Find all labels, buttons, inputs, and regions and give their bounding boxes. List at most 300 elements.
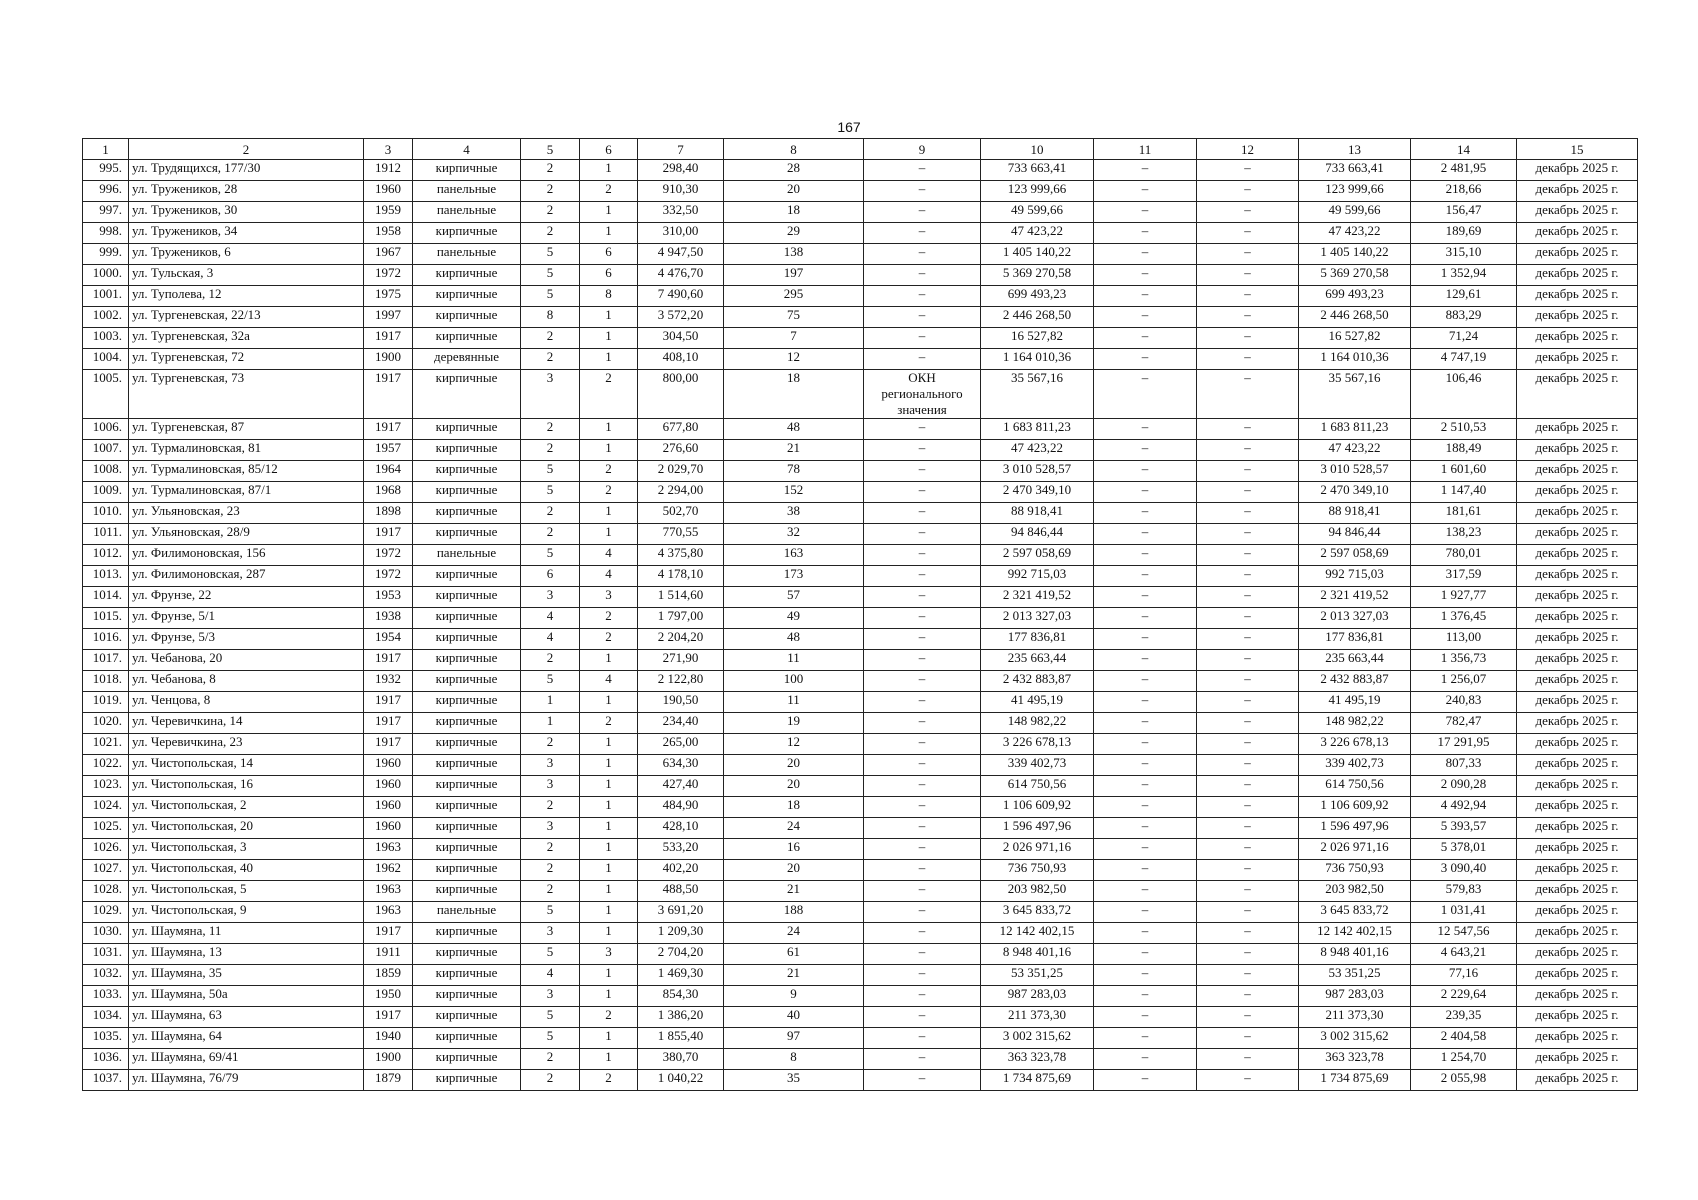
table-cell-col-9: – (864, 328, 981, 349)
table-cell-col-15: декабрь 2025 г. (1517, 692, 1638, 713)
table-cell-col-13: 3 645 833,72 (1299, 902, 1411, 923)
table-row (83, 1070, 1638, 1091)
table-cell-col-3: 1960 (364, 818, 413, 839)
table-cell-col-11: – (1094, 244, 1197, 265)
table-cell-col-11: – (1094, 286, 1197, 307)
table-cell-col-13: 5 369 270,58 (1299, 265, 1411, 286)
table-row (83, 944, 1638, 965)
column-header-6: 6 (580, 139, 638, 160)
table-row (83, 797, 1638, 818)
table-cell-col-9: – (864, 671, 981, 692)
table-cell-col-9: – (864, 1070, 981, 1091)
table-cell-col-1: 999. (83, 244, 129, 265)
table-cell-col-15: декабрь 2025 г. (1517, 881, 1638, 902)
table-cell-col-2: ул. Шаумяна, 76/79 (129, 1070, 364, 1091)
table-cell-col-14: 129,61 (1411, 286, 1517, 307)
table-cell-col-13: 1 405 140,22 (1299, 244, 1411, 265)
table-cell-col-6: 1 (580, 965, 638, 986)
page-number: 167 (837, 119, 861, 135)
table-cell-col-8: 48 (724, 419, 864, 440)
table-cell-col-11: – (1094, 650, 1197, 671)
table-cell-col-15: декабрь 2025 г. (1517, 545, 1638, 566)
table-cell-col-8: 295 (724, 286, 864, 307)
table-cell-col-14: 113,00 (1411, 629, 1517, 650)
column-header-10: 10 (981, 139, 1094, 160)
table-cell-col-9: – (864, 734, 981, 755)
table-cell-col-6: 1 (580, 349, 638, 370)
table-cell-col-4: кирпичные (413, 713, 521, 734)
table-cell-col-9: – (864, 181, 981, 202)
table-cell-col-5: 5 (521, 286, 580, 307)
table-cell-col-3: 1917 (364, 734, 413, 755)
table-cell-col-3: 1938 (364, 608, 413, 629)
table-cell-col-15: декабрь 2025 г. (1517, 461, 1638, 482)
table-cell-col-5: 8 (521, 307, 580, 328)
table-cell-col-8: 21 (724, 440, 864, 461)
table-cell-col-10: 177 836,81 (981, 629, 1094, 650)
table-cell-col-4: кирпичные (413, 461, 521, 482)
table-cell-col-13: 177 836,81 (1299, 629, 1411, 650)
table-cell-col-2: ул. Турмалиновская, 85/12 (129, 461, 364, 482)
table-cell-col-12: – (1197, 202, 1299, 223)
table-cell-col-9: – (864, 1049, 981, 1070)
table-cell-col-6: 2 (580, 461, 638, 482)
table-row (83, 545, 1638, 566)
table-cell-col-7: 800,00 (638, 370, 724, 419)
table-cell-col-14: 1 356,73 (1411, 650, 1517, 671)
table-row (83, 671, 1638, 692)
table-cell-col-15: декабрь 2025 г. (1517, 755, 1638, 776)
table-cell-col-8: 197 (724, 265, 864, 286)
table-cell-col-11: – (1094, 671, 1197, 692)
table-cell-col-12: – (1197, 160, 1299, 181)
table-cell-col-1: 1009. (83, 482, 129, 503)
table-cell-col-8: 8 (724, 1049, 864, 1070)
table-cell-col-15: декабрь 2025 г. (1517, 608, 1638, 629)
table-cell-col-13: 733 663,41 (1299, 160, 1411, 181)
table-cell-col-12: – (1197, 713, 1299, 734)
table-cell-col-12: – (1197, 244, 1299, 265)
table-cell-col-8: 57 (724, 587, 864, 608)
table-cell-col-11: – (1094, 349, 1197, 370)
table-cell-col-1: 1020. (83, 713, 129, 734)
table-cell-col-15: декабрь 2025 г. (1517, 986, 1638, 1007)
table-cell-col-6: 2 (580, 1070, 638, 1091)
table-cell-col-15: декабрь 2025 г. (1517, 818, 1638, 839)
table-cell-col-14: 77,16 (1411, 965, 1517, 986)
table-cell-col-9: – (864, 797, 981, 818)
table-cell-col-4: панельные (413, 545, 521, 566)
column-header-4: 4 (413, 139, 521, 160)
table-cell-col-6: 1 (580, 923, 638, 944)
table-row (83, 692, 1638, 713)
table-cell-col-1: 1025. (83, 818, 129, 839)
table-cell-col-6: 1 (580, 734, 638, 755)
table-cell-col-14: 138,23 (1411, 524, 1517, 545)
table-cell-col-12: – (1197, 482, 1299, 503)
table-row (83, 566, 1638, 587)
table-cell-col-8: 16 (724, 839, 864, 860)
table-cell-col-4: кирпичные (413, 524, 521, 545)
table-cell-col-11: – (1094, 440, 1197, 461)
table-cell-col-14: 1 256,07 (1411, 671, 1517, 692)
table-cell-col-1: 1031. (83, 944, 129, 965)
table-cell-col-7: 298,40 (638, 160, 724, 181)
table-cell-col-15: декабрь 2025 г. (1517, 923, 1638, 944)
table-cell-col-13: 2 013 327,03 (1299, 608, 1411, 629)
table-cell-col-1: 1015. (83, 608, 129, 629)
table-cell-col-5: 2 (521, 181, 580, 202)
table-cell-col-9: – (864, 587, 981, 608)
table-cell-col-4: кирпичные (413, 734, 521, 755)
table-cell-col-1: 1037. (83, 1070, 129, 1091)
table-cell-col-15: декабрь 2025 г. (1517, 776, 1638, 797)
table-cell-col-5: 3 (521, 923, 580, 944)
table-cell-col-6: 3 (580, 587, 638, 608)
table-cell-col-5: 2 (521, 1070, 580, 1091)
table-cell-col-14: 1 352,94 (1411, 265, 1517, 286)
table-cell-col-8: 21 (724, 881, 864, 902)
table-cell-col-8: 18 (724, 370, 864, 419)
table-cell-col-5: 5 (521, 1028, 580, 1049)
table-cell-col-7: 533,20 (638, 839, 724, 860)
housing-table (82, 138, 1638, 1091)
table-cell-col-12: – (1197, 923, 1299, 944)
table-row (83, 349, 1638, 370)
table-cell-col-2: ул. Шаумяна, 11 (129, 923, 364, 944)
table-cell-col-4: кирпичные (413, 629, 521, 650)
table-cell-col-4: кирпичные (413, 818, 521, 839)
table-cell-col-15: декабрь 2025 г. (1517, 307, 1638, 328)
column-header-7: 7 (638, 139, 724, 160)
table-cell-col-8: 32 (724, 524, 864, 545)
table-cell-col-13: 339 402,73 (1299, 755, 1411, 776)
table-cell-col-5: 2 (521, 440, 580, 461)
table-cell-col-13: 1 106 609,92 (1299, 797, 1411, 818)
table-cell-col-9: – (864, 986, 981, 1007)
table-cell-col-9: – (864, 818, 981, 839)
table-cell-col-15: декабрь 2025 г. (1517, 944, 1638, 965)
table-cell-col-3: 1917 (364, 692, 413, 713)
table-cell-col-4: панельные (413, 181, 521, 202)
table-cell-col-4: кирпичные (413, 482, 521, 503)
table-cell-col-1: 1010. (83, 503, 129, 524)
table-cell-col-13: 148 982,22 (1299, 713, 1411, 734)
table-cell-col-10: 987 283,03 (981, 986, 1094, 1007)
table-cell-col-1: 1036. (83, 1049, 129, 1070)
table-cell-col-8: 40 (724, 1007, 864, 1028)
table-cell-col-9: – (864, 265, 981, 286)
table-cell-col-5: 2 (521, 1049, 580, 1070)
table-cell-col-13: 211 373,30 (1299, 1007, 1411, 1028)
table-cell-col-7: 4 947,50 (638, 244, 724, 265)
table-cell-col-9: – (864, 482, 981, 503)
table-cell-col-14: 181,61 (1411, 503, 1517, 524)
table-cell-col-13: 88 918,41 (1299, 503, 1411, 524)
table-cell-col-1: 1011. (83, 524, 129, 545)
table-cell-col-3: 1958 (364, 223, 413, 244)
column-header-8: 8 (724, 139, 864, 160)
table-cell-col-5: 2 (521, 223, 580, 244)
table-cell-col-6: 8 (580, 286, 638, 307)
table-cell-col-2: ул. Чебанова, 8 (129, 671, 364, 692)
table-cell-col-2: ул. Тружеников, 30 (129, 202, 364, 223)
table-cell-col-2: ул. Тружеников, 6 (129, 244, 364, 265)
table-cell-col-7: 3 572,20 (638, 307, 724, 328)
table-cell-col-14: 12 547,56 (1411, 923, 1517, 944)
table-cell-col-2: ул. Шаумяна, 63 (129, 1007, 364, 1028)
table-cell-col-12: – (1197, 944, 1299, 965)
table-cell-col-15: декабрь 2025 г. (1517, 419, 1638, 440)
table-cell-col-11: – (1094, 839, 1197, 860)
table-cell-col-12: – (1197, 986, 1299, 1007)
table-cell-col-5: 2 (521, 734, 580, 755)
table-cell-col-12: – (1197, 566, 1299, 587)
column-header-5: 5 (521, 139, 580, 160)
table-cell-col-8: 78 (724, 461, 864, 482)
table-cell-col-6: 1 (580, 776, 638, 797)
table-cell-col-7: 770,55 (638, 524, 724, 545)
table-cell-col-10: 3 645 833,72 (981, 902, 1094, 923)
table-cell-col-10: 363 323,78 (981, 1049, 1094, 1070)
table-cell-col-10: 8 948 401,16 (981, 944, 1094, 965)
table-row (83, 818, 1638, 839)
table-cell-col-10: 2 432 883,87 (981, 671, 1094, 692)
table-cell-col-10: 12 142 402,15 (981, 923, 1094, 944)
table-cell-col-6: 1 (580, 440, 638, 461)
table-cell-col-3: 1963 (364, 881, 413, 902)
table-cell-col-1: 1005. (83, 370, 129, 419)
table-cell-col-11: – (1094, 524, 1197, 545)
table-cell-col-4: кирпичные (413, 587, 521, 608)
table-cell-col-6: 1 (580, 524, 638, 545)
table-cell-col-7: 634,30 (638, 755, 724, 776)
table-cell-col-2: ул. Чистопольская, 2 (129, 797, 364, 818)
table-cell-col-8: 61 (724, 944, 864, 965)
table-cell-col-14: 188,49 (1411, 440, 1517, 461)
table-cell-col-10: 94 846,44 (981, 524, 1094, 545)
table-row (83, 181, 1638, 202)
table-cell-col-6: 1 (580, 818, 638, 839)
table-cell-col-2: ул. Чистопольская, 40 (129, 860, 364, 881)
table-cell-col-13: 2 026 971,16 (1299, 839, 1411, 860)
table-row (83, 419, 1638, 440)
table-cell-col-2: ул. Шаумяна, 69/41 (129, 1049, 364, 1070)
table-cell-col-3: 1900 (364, 349, 413, 370)
table-cell-col-3: 1972 (364, 265, 413, 286)
table-cell-col-15: декабрь 2025 г. (1517, 860, 1638, 881)
table-cell-col-11: – (1094, 629, 1197, 650)
table-cell-col-3: 1960 (364, 755, 413, 776)
table-cell-col-3: 1912 (364, 160, 413, 181)
table-cell-col-11: – (1094, 944, 1197, 965)
table-cell-col-14: 807,33 (1411, 755, 1517, 776)
table-cell-col-9: – (864, 244, 981, 265)
table-cell-col-9: – (864, 965, 981, 986)
table-cell-col-15: декабрь 2025 г. (1517, 160, 1638, 181)
table-cell-col-11: – (1094, 881, 1197, 902)
table-row (83, 965, 1638, 986)
table-cell-col-4: кирпичные (413, 265, 521, 286)
table-cell-col-8: 20 (724, 860, 864, 881)
table-cell-col-8: 49 (724, 608, 864, 629)
table-cell-col-4: кирпичные (413, 755, 521, 776)
table-cell-col-14: 2 090,28 (1411, 776, 1517, 797)
table-cell-col-10: 1 405 140,22 (981, 244, 1094, 265)
table-cell-col-8: 21 (724, 965, 864, 986)
table-cell-col-14: 4 492,94 (1411, 797, 1517, 818)
table-cell-col-10: 2 597 058,69 (981, 545, 1094, 566)
table-cell-col-11: – (1094, 419, 1197, 440)
table-cell-col-10: 2 321 419,52 (981, 587, 1094, 608)
table-cell-col-7: 7 490,60 (638, 286, 724, 307)
table-cell-col-3: 1879 (364, 1070, 413, 1091)
table-cell-col-7: 1 040,22 (638, 1070, 724, 1091)
table-cell-col-15: декабрь 2025 г. (1517, 587, 1638, 608)
table-cell-col-11: – (1094, 265, 1197, 286)
table-cell-col-15: декабрь 2025 г. (1517, 629, 1638, 650)
table-cell-col-2: ул. Чебанова, 20 (129, 650, 364, 671)
table-cell-col-5: 5 (521, 902, 580, 923)
table-cell-col-7: 408,10 (638, 349, 724, 370)
table-cell-col-9: – (864, 545, 981, 566)
table-cell-col-3: 1917 (364, 923, 413, 944)
table-cell-col-11: – (1094, 202, 1197, 223)
table-cell-col-12: – (1197, 349, 1299, 370)
table-cell-col-15: декабрь 2025 г. (1517, 1007, 1638, 1028)
table-cell-col-12: – (1197, 1007, 1299, 1028)
table-cell-col-3: 1953 (364, 587, 413, 608)
table-cell-col-1: 1022. (83, 755, 129, 776)
table-cell-col-8: 75 (724, 307, 864, 328)
table-row (83, 503, 1638, 524)
table-cell-col-7: 310,00 (638, 223, 724, 244)
table-cell-col-7: 488,50 (638, 881, 724, 902)
table-cell-col-11: – (1094, 902, 1197, 923)
table-cell-col-13: 3 010 528,57 (1299, 461, 1411, 482)
table-row (83, 776, 1638, 797)
table-cell-col-8: 9 (724, 986, 864, 1007)
table-cell-col-11: – (1094, 482, 1197, 503)
table-cell-col-15: декабрь 2025 г. (1517, 223, 1638, 244)
table-row (83, 587, 1638, 608)
table-cell-col-1: 1002. (83, 307, 129, 328)
table-cell-col-9: – (864, 1007, 981, 1028)
table-cell-col-7: 4 178,10 (638, 566, 724, 587)
table-cell-col-15: декабрь 2025 г. (1517, 524, 1638, 545)
table-cell-col-9: – (864, 692, 981, 713)
table-cell-col-4: кирпичные (413, 503, 521, 524)
table-cell-col-3: 1968 (364, 482, 413, 503)
table-row (83, 986, 1638, 1007)
table-cell-col-10: 35 567,16 (981, 370, 1094, 419)
table-cell-col-15: декабрь 2025 г. (1517, 797, 1638, 818)
table-cell-col-7: 2 204,20 (638, 629, 724, 650)
table-cell-col-2: ул. Туполева, 12 (129, 286, 364, 307)
table-cell-col-3: 1975 (364, 286, 413, 307)
table-cell-col-3: 1959 (364, 202, 413, 223)
table-cell-col-7: 265,00 (638, 734, 724, 755)
table-cell-col-14: 1 601,60 (1411, 461, 1517, 482)
table-cell-col-11: – (1094, 1007, 1197, 1028)
table-cell-col-4: кирпичные (413, 1049, 521, 1070)
table-cell-col-13: 8 948 401,16 (1299, 944, 1411, 965)
table-cell-col-7: 1 855,40 (638, 1028, 724, 1049)
table-cell-col-6: 1 (580, 692, 638, 713)
table-cell-col-10: 3 010 528,57 (981, 461, 1094, 482)
table-cell-col-8: 28 (724, 160, 864, 181)
table-body (83, 160, 1638, 1091)
table-row (83, 860, 1638, 881)
table-cell-col-6: 1 (580, 650, 638, 671)
table-cell-col-9: – (864, 755, 981, 776)
table-cell-col-6: 1 (580, 1028, 638, 1049)
table-row (83, 265, 1638, 286)
table-cell-col-7: 304,50 (638, 328, 724, 349)
table-cell-col-12: – (1197, 545, 1299, 566)
table-cell-col-4: кирпичные (413, 370, 521, 419)
table-cell-col-13: 35 567,16 (1299, 370, 1411, 419)
table-cell-col-6: 1 (580, 160, 638, 181)
table-cell-col-13: 2 470 349,10 (1299, 482, 1411, 503)
table-cell-col-14: 156,47 (1411, 202, 1517, 223)
table-cell-col-13: 203 982,50 (1299, 881, 1411, 902)
table-cell-col-2: ул. Турмалиновская, 87/1 (129, 482, 364, 503)
table-cell-col-6: 1 (580, 755, 638, 776)
table-cell-col-2: ул. Турмалиновская, 81 (129, 440, 364, 461)
table-cell-col-11: – (1094, 223, 1197, 244)
table-cell-col-10: 1 683 811,23 (981, 419, 1094, 440)
table-row (83, 202, 1638, 223)
table-cell-col-1: 1030. (83, 923, 129, 944)
table-cell-col-2: ул. Тургеневская, 73 (129, 370, 364, 419)
table-cell-col-10: 211 373,30 (981, 1007, 1094, 1028)
table-cell-col-8: 7 (724, 328, 864, 349)
table-cell-col-4: кирпичные (413, 881, 521, 902)
table-cell-col-14: 240,83 (1411, 692, 1517, 713)
table-cell-col-10: 88 918,41 (981, 503, 1094, 524)
table-cell-col-1: 1001. (83, 286, 129, 307)
table-cell-col-8: 100 (724, 671, 864, 692)
table-cell-col-12: – (1197, 307, 1299, 328)
table-cell-col-13: 41 495,19 (1299, 692, 1411, 713)
table-cell-col-12: – (1197, 370, 1299, 419)
table-cell-col-3: 1932 (364, 671, 413, 692)
table-cell-col-13: 3 002 315,62 (1299, 1028, 1411, 1049)
table-cell-col-7: 3 691,20 (638, 902, 724, 923)
table-cell-col-9: – (864, 461, 981, 482)
table-cell-col-11: – (1094, 503, 1197, 524)
table-cell-col-12: – (1197, 860, 1299, 881)
table-cell-col-6: 4 (580, 566, 638, 587)
table-cell-col-10: 47 423,22 (981, 223, 1094, 244)
column-header-1: 1 (83, 139, 129, 160)
table-cell-col-5: 2 (521, 328, 580, 349)
column-header-13: 13 (1299, 139, 1411, 160)
table-cell-col-6: 2 (580, 1007, 638, 1028)
table-cell-col-5: 2 (521, 160, 580, 181)
table-cell-col-7: 271,90 (638, 650, 724, 671)
table-cell-col-1: 997. (83, 202, 129, 223)
table-cell-col-13: 2 432 883,87 (1299, 671, 1411, 692)
table-cell-col-5: 5 (521, 944, 580, 965)
table-cell-col-10: 3 226 678,13 (981, 734, 1094, 755)
table-cell-col-5: 4 (521, 965, 580, 986)
table-cell-col-4: кирпичные (413, 440, 521, 461)
table-cell-col-15: декабрь 2025 г. (1517, 671, 1638, 692)
table-cell-col-12: – (1197, 286, 1299, 307)
table-cell-col-6: 2 (580, 482, 638, 503)
